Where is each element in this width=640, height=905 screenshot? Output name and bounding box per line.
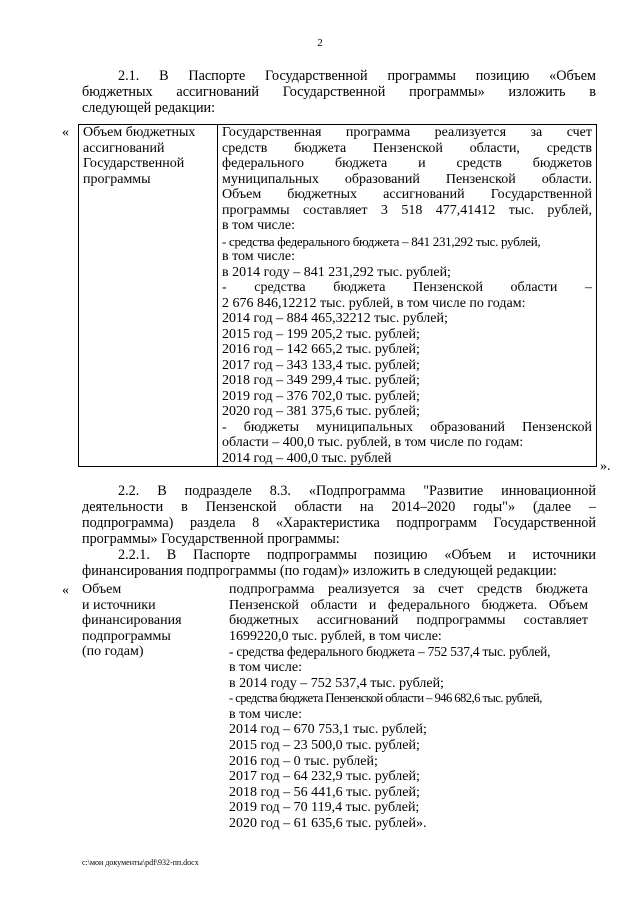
table2-right-line: 2016 год – 0 тыс. рублей; [229,753,378,769]
section-2-2-1-line-1: 2.2.1. В Паспорте подпрограммы позицию «Объем и источники [118,547,596,563]
section-2-1-line-1: 2.1. В Паспорте Государственной программы позицию «Объем [118,68,596,84]
table1-right-line: в 2014 году – 841 231,292 тыс. рублей; [222,264,451,280]
table2-right-line: Пензенской области и федерального бюджета. Объем [229,597,588,613]
table1-right-line: 2020 год – 381 375,6 тыс. рублей; [222,404,420,419]
table2-left-cell [82,582,222,660]
section-2-2-1-line-2: финансирования подпрограммы (по годам)» изложить в следующей редакции: [82,563,557,579]
table1-right-line: программы составляет 3 518 477,41412 тыс. рублей, [222,202,592,218]
footer-file-path: c:\мои документы\pdf\932-пп.docx [82,858,199,867]
table2-right-line: - средства федерального бюджета – 752 537,4 тыс. рублей, [229,644,551,660]
table1-close-quote: ». [600,459,611,474]
table1-right-line: 2016 год – 142 665,2 тыс. рублей; [222,342,420,357]
table1-right-line: муниципальных образований Пензенской области. [222,171,592,187]
section-2-2-line-4: программы» Государственной программы: [82,531,340,547]
table2-left-line: финансирования [82,613,182,629]
table2-right-line: в 2014 году – 752 537,4 тыс. рублей; [229,675,444,691]
table1-right-line: 2019 год – 376 702,0 тыс. рублей; [222,388,420,404]
page-number: 2 [317,37,323,49]
table1-right-line: Государственная программа реализуется за счет [222,125,592,140]
table1-right-cell [218,125,597,467]
table1-right-line: - средства федерального бюджета – 841 231,292 тыс. рублей, [222,233,541,249]
table1-open-quote: « [62,125,69,140]
table2-right-line: 2017 год – 64 232,9 тыс. рублей; [229,769,420,785]
table1-right-line: 2014 год – 400,0 тыс. рублей [222,450,392,466]
table2-left-line: подпрограммы [82,628,171,644]
table2-left-line: и источники [82,597,156,613]
table1-right-line: средств бюджета Пензенской области, средств [222,140,592,156]
table2-right-line: бюджетных ассигнований подпрограммы составляет [229,613,588,629]
table1-right-line: - средства бюджета Пензенской области – [222,280,592,295]
section-2-2-line-2: деятельности в Пензенской области на 2014–2020 годы"» (далее – [82,499,596,515]
table2-left-line: (по годам) [82,644,144,660]
budget-allocations-table [78,124,597,467]
table1-left-line: программы [83,171,151,187]
section-2-1-line-3: следующей редакции: [82,100,216,116]
section-2-1-line-2: бюджетных ассигнований Государственной программы» изложить в [82,84,596,100]
table1-right-line: - бюджеты муниципальных образований Пензенской [222,419,592,435]
table1-left-line: Объем бюджетных [83,125,196,140]
table2-right-line: 2014 год – 670 753,1 тыс. рублей; [229,722,427,738]
table1-right-line: 2014 год – 884 465,32212 тыс. рублей; [222,311,448,326]
table1-left-cell [79,125,218,467]
table1-left-line: Государственной [83,156,185,171]
table2-right-line: в том числе: [229,706,302,722]
table1-right-line: 2 676 846,12212 тыс. рублей, в том числе по годам: [222,295,526,311]
table2-right-line: 2020 год – 61 635,6 тыс. рублей». [229,815,427,831]
table1-left-line: ассигнований [83,140,165,156]
table2-right-line: - средства бюджета Пензенской области – 946 682,6 тыс. рублей, [229,691,542,706]
table1-right-line: в том числе: [222,218,295,233]
table2-right-line: подпрограмма реализуется за счет средств бюджета [229,582,588,597]
table2-right-line: в том числе: [229,659,302,675]
table1-right-line: 2015 год – 199 205,2 тыс. рублей; [222,326,420,342]
table2-right-line: 1699220,0 тыс. рублей, в том числе: [229,628,442,644]
table2-right-line: 2018 год – 56 441,6 тыс. рублей; [229,784,420,800]
table1-right-line: 2017 год – 343 133,4 тыс. рублей; [222,357,420,373]
table2-left-line: Объем [82,582,122,597]
table2-open-quote: « [62,583,69,598]
table1-right-line: Объем бюджетных ассигнований Государственной [222,187,592,202]
table1-right-line: федерального бюджета и средств бюджетов [222,156,592,171]
table1-right-line: в том числе: [222,249,295,264]
table2-right-line: 2019 год – 70 119,4 тыс. рублей; [229,800,420,816]
table2-right-line: 2015 год – 23 500,0 тыс. рублей; [229,737,420,753]
table1-right-line: области – 400,0 тыс. рублей, в том числе по годам: [222,435,524,450]
section-2-2-line-1: 2.2. В подразделе 8.3. «Подпрограмма "Развитие инновационной [118,483,596,499]
table2-right-cell [229,582,588,832]
table1-right-line: 2018 год – 349 299,4 тыс. рублей; [222,373,420,388]
section-2-2-line-3: подпрограмма) раздела 8 «Характеристика подпрограмм Государственной [82,515,596,531]
